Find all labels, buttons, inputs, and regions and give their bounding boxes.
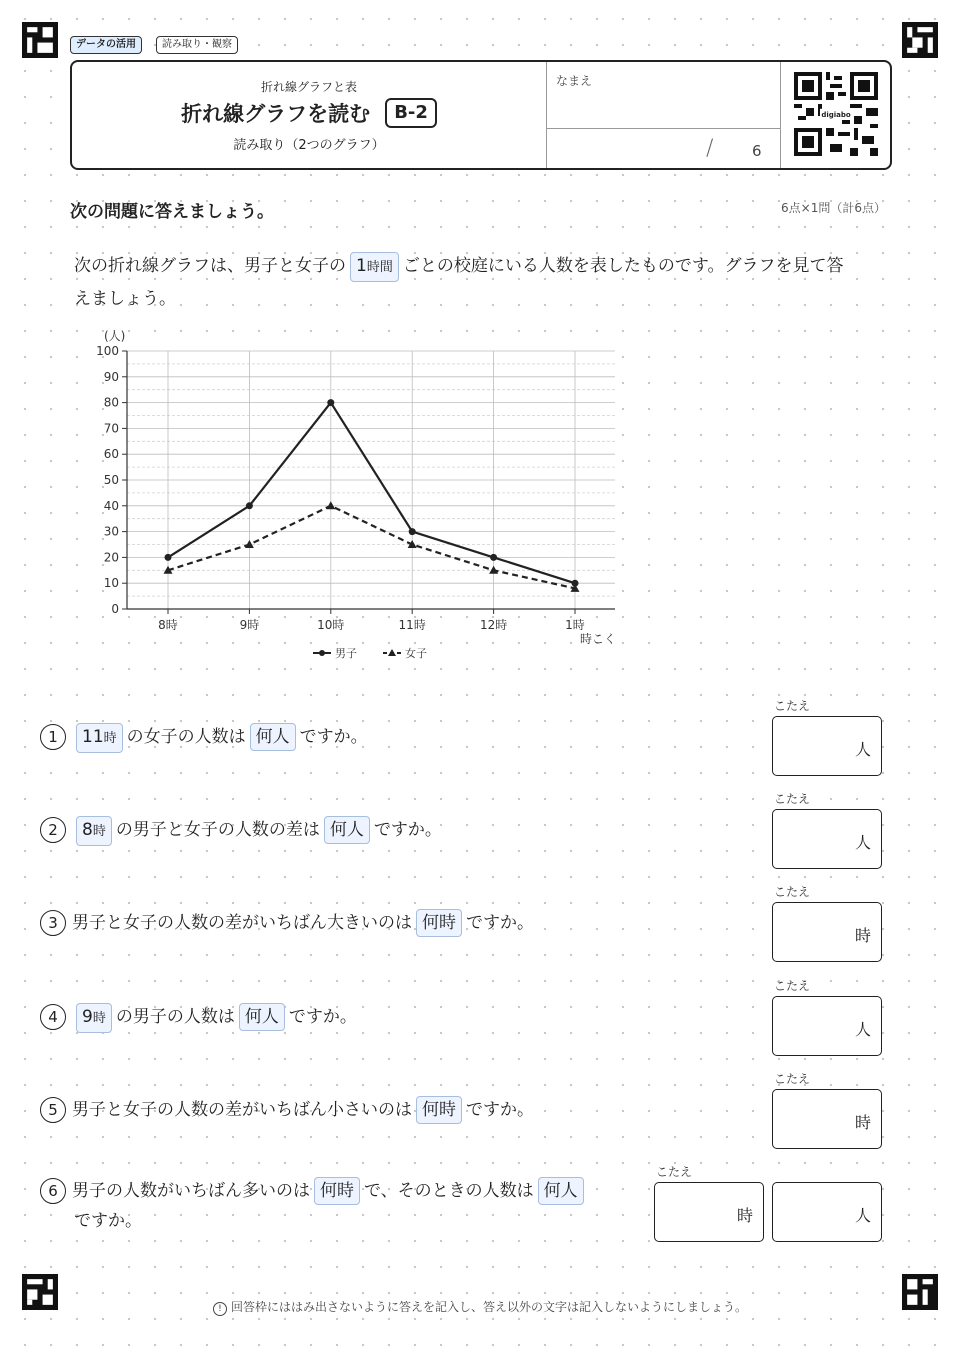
answer-unit: 人: [854, 1206, 871, 1225]
chart-xtick-label: 1時: [565, 618, 585, 632]
series-1-point: [165, 554, 172, 561]
question-number: 2: [40, 817, 66, 843]
info-icon: !: [213, 1302, 227, 1316]
question-pill: 何人: [538, 1177, 584, 1205]
question-pill: 11時: [76, 723, 123, 753]
legend-label-2: 女子: [405, 647, 427, 660]
question-text: で、そのときの人数は: [364, 1181, 534, 1201]
series-1-point: [327, 399, 334, 406]
chart-ytick-label: 90: [103, 369, 119, 384]
topic-tag: 読み取り・観察: [156, 36, 238, 54]
question-text: 男子と女子の人数の差がいちばん大きいのは: [72, 913, 412, 933]
points-text: 6点×1問（計6点）: [781, 201, 886, 215]
qr-label: digiabo: [821, 111, 851, 119]
answer-box-6-2[interactable]: [772, 1182, 882, 1242]
corner-marker-top-left: [22, 22, 58, 58]
answer-unit: 人: [854, 833, 871, 852]
answer-unit: 人: [854, 1020, 871, 1039]
question-pill: 何人: [239, 1003, 285, 1031]
score-total: 6: [752, 142, 762, 160]
chart-xtick-label: 10時: [317, 618, 345, 632]
question-text: ですか。: [288, 1007, 357, 1027]
question-5: [40, 1095, 534, 1125]
question-pill: 何人: [250, 723, 296, 751]
answer-box-3[interactable]: [772, 902, 882, 962]
answer-box-5[interactable]: [772, 1089, 882, 1149]
interval-pill: 1時間: [350, 252, 399, 282]
intro-text-before: 次の折れ線グラフは、男子と女子の: [74, 256, 346, 276]
worksheet-caption: 読み取り（2つのグラフ）: [233, 138, 385, 153]
question-text: ですか。: [373, 820, 442, 840]
answer-box-1[interactable]: [772, 716, 882, 776]
question-text: 男子と女子の人数の差がいちばん小さいのは: [72, 1100, 412, 1120]
chart-xtick-label: 11時: [398, 618, 426, 632]
title-row: [72, 98, 546, 128]
chart-ytick-label: 30: [103, 524, 119, 539]
chart-ytick-label: 100: [96, 344, 119, 358]
chart-ytick-label: 80: [103, 395, 119, 410]
question-pill: 何時: [314, 1177, 360, 1205]
question-number: 6: [40, 1178, 66, 1204]
instruction-text: 次の問題に答えましょう。: [70, 202, 274, 222]
worksheet-title: 折れ線グラフを読む: [181, 102, 371, 126]
line-chart: [0, 320, 700, 670]
legend-marker-2: [388, 649, 396, 656]
question-number: 4: [40, 1004, 66, 1030]
corner-marker-top-right: [902, 22, 938, 58]
question-2: [40, 815, 442, 846]
intro-text-after: ごとの校庭にいる人数を表したものです。グラフを見て答: [402, 256, 844, 276]
name-label: なまえ: [556, 74, 593, 88]
question-4: [40, 1002, 357, 1033]
answer-unit: 時: [854, 926, 871, 945]
question-3: [40, 908, 534, 938]
chart-ytick-label: 40: [103, 498, 119, 513]
question-text: ですか。: [466, 1100, 534, 1120]
chart-y-unit: (人): [104, 329, 126, 343]
chart-ytick-label: 50: [103, 473, 119, 487]
answer-box-6-1[interactable]: [654, 1182, 764, 1242]
chart-xtick-label: 9時: [239, 618, 260, 632]
answer-label: こたえ: [774, 1072, 811, 1086]
category-tag: データの活用: [70, 36, 142, 54]
worksheet-header: [70, 60, 892, 170]
chart-xtick-label: 8時: [158, 618, 178, 632]
answer-label: こたえ: [774, 699, 811, 713]
legend-label-1: 男子: [335, 647, 357, 660]
question-pill: 何人: [324, 816, 370, 844]
worksheet-subtitle: 折れ線グラフと表: [260, 80, 357, 94]
series-1-point: [246, 502, 253, 509]
question-text: ですか。: [466, 913, 534, 933]
question-number: 5: [40, 1097, 66, 1123]
answer-label: こたえ: [656, 1165, 693, 1179]
question-pill: 8時: [76, 816, 112, 846]
chart-ytick-label: 20: [103, 550, 119, 565]
question-text-line2: ですか。: [74, 1211, 142, 1231]
chart-x-unit: 時こく: [579, 632, 617, 646]
answer-box-4[interactable]: [772, 996, 882, 1056]
question-text: 男子の人数がいちばん多いのは: [72, 1181, 310, 1201]
worksheet-code: B-2: [385, 98, 437, 128]
answer-label: こたえ: [774, 885, 811, 899]
chart-ytick-label: 10: [103, 576, 119, 591]
answer-unit: 時: [736, 1206, 753, 1225]
legend-marker-1: [319, 650, 325, 656]
series-1-point: [490, 554, 497, 561]
score-slash: /: [706, 136, 714, 161]
question-pill: 何時: [416, 1096, 462, 1124]
chart-ytick-label: 60: [103, 447, 119, 462]
question-1: [40, 722, 368, 753]
chart-ytick-label: 0: [111, 602, 119, 616]
question-text: の男子の人数は: [115, 1007, 235, 1027]
question-text: の女子の人数は: [126, 727, 246, 747]
answer-label: こたえ: [774, 979, 811, 993]
question-text: ですか。: [299, 727, 368, 747]
answer-box-2[interactable]: [772, 809, 882, 869]
chart-ytick-label: 70: [103, 421, 119, 436]
footer-note: [0, 1298, 960, 1316]
question-text: の男子と女子の人数の差は: [115, 820, 320, 840]
footer-text: 回答枠にははみ出さないように答えを記入し、答え以外の文字は記入しないようにしましょう。: [230, 1300, 747, 1314]
answer-unit: 時: [854, 1113, 871, 1132]
name-field[interactable]: [556, 76, 770, 124]
series-1-point: [409, 528, 416, 535]
question-pill: 何時: [416, 909, 462, 937]
intro-line-2: えましょう。: [74, 289, 176, 309]
answer-unit: 人: [854, 740, 871, 759]
question-6: [40, 1176, 588, 1236]
question-number: 1: [40, 724, 66, 750]
question-pill: 9時: [76, 1003, 112, 1033]
chart-xtick-label: 12時: [479, 618, 508, 632]
intro-line-1: [74, 252, 843, 282]
answer-label: こたえ: [774, 792, 811, 806]
question-number: 3: [40, 910, 66, 936]
